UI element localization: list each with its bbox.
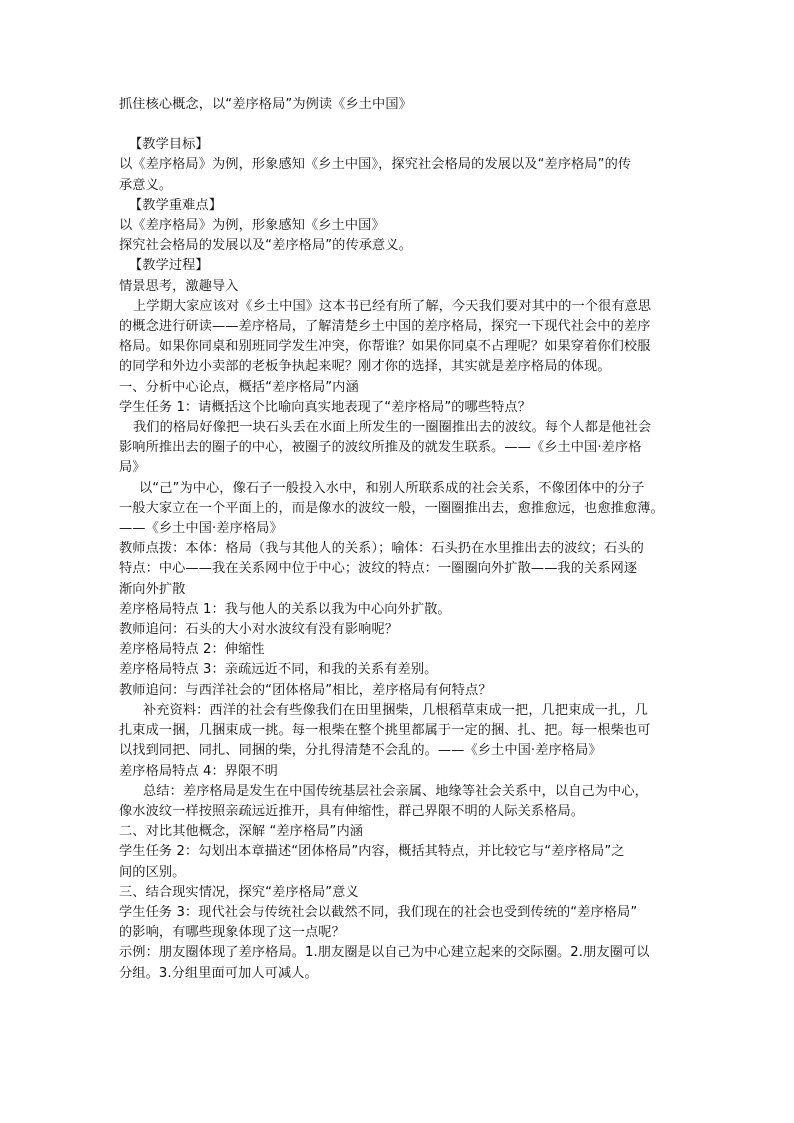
teacher-note: 教师点拨：本体：格局（我与其他人的关系）；喻体：石头扔在水里推出去的波纹；石头的 xyxy=(119,541,644,557)
student-task-1: 学生任务 1：请概括这个比喻向真实地表现了“差序格局”的哪些特点？ xyxy=(119,399,531,415)
teacher-note: 渐向外扩散 xyxy=(119,581,186,597)
text-line: 以《差序格局》为例，形象感知《乡土中国》，探究社会格局的发展以及“差序格局”的传 xyxy=(119,157,632,173)
paragraph-line: 上学期大家应该对《乡土中国》这本书已经有所了解，今天我们要对其中的一个很有意思 xyxy=(133,298,652,314)
teacher-note: 特点：中心——我在关系网中位于中心；波纹的特点：一圈圈向外扩散——我的关系网逐 xyxy=(119,561,638,577)
section-heading-key-points: 【教学重难点】 xyxy=(129,197,223,213)
student-task-3: 学生任务 3：现代社会与传统社会以截然不同，我们现在的社会也受到传统的“差序格局” xyxy=(119,904,638,920)
quote-line: 我们的格局好像把一块石头丢在水面上所发生的一圈圈推出去的波纹。每个人都是他社会 xyxy=(133,420,652,436)
paragraph-line: 格局。如果你同桌和别班同学发生冲突，你帮谁？如果你同桌不占理呢？如果穿着你们校服 xyxy=(119,339,651,355)
section-heading-1: 一、分析中心论点，概括“差序格局”内涵 xyxy=(119,379,359,395)
example-line: 示例：朋友圈体现了差序格局。1.朋友圈是以自己为中心建立起来的交际圈。2.朋友圈可以 xyxy=(119,945,650,961)
student-task-2: 间的区别。 xyxy=(119,864,186,880)
quote-line: 影响所推出去的圈子的中心，被圈子的波纹所推及的就发生联系。——《乡土中国·差序格 xyxy=(119,440,642,456)
text-line: 承意义。 xyxy=(119,177,173,193)
section-heading-3: 三、结合现实情况，探究“差序格局”意义 xyxy=(119,884,359,900)
quote-line: 以“己”为中心，像石子一般投入水中，和别人所联系成的社会关系，不像团体中的分子 xyxy=(139,480,645,496)
document-page xyxy=(119,95,677,984)
quote-line: 局》 xyxy=(119,460,146,476)
supplement-line: 扎束成一捆，几捆束成一挑。每一根柴在整个挑里都属于一定的捆、扎、把。每一根柴也可 xyxy=(119,723,651,739)
section-heading-objectives: 【教学目标】 xyxy=(129,137,209,153)
teacher-question: 教师追问：石头的大小对水波纹有没有影响呢？ xyxy=(119,622,399,638)
teacher-question: 教师追问：与西洋社会的“团体格局”相比，差序格局有何特点？ xyxy=(119,682,492,698)
student-task-2: 学生任务 2：勾划出本章描述“团体格局”内容，概括其特点，并比较它与“差序格局”之 xyxy=(119,844,625,860)
subheading: 情景思考，激趣导入 xyxy=(119,278,239,294)
paragraph-line: 的概念进行研读——差序格局，了解清楚乡土中国的差序格局，探究一下现代社会中的差序 xyxy=(119,319,651,335)
quote-source: ——《乡土中国·差序格局》 xyxy=(119,521,283,537)
feature-line: 差序格局特点 4：界限不明 xyxy=(119,763,278,779)
summary-line: 像水波纹一样按照亲疏远近推开，具有伸缩性，群己界限不明的人际关系格局。 xyxy=(119,803,585,819)
document-title: 抓住核心概念，以“差序格局”为例读《乡土中国》 xyxy=(119,97,412,112)
student-task-3: 的影响，有哪些现象体现了这一点呢？ xyxy=(119,925,345,941)
supplement-line: 补充资料：西洋的社会有些像我们在田里捆柴，几根稻草束成一把，几把束成一扎，几 xyxy=(143,702,648,718)
section-heading-2: 二、对比其他概念，深解 “差序格局”内涵 xyxy=(119,824,364,840)
paragraph-line: 的同学和外边小卖部的老板争执起来呢？刚才你的选择，其实就是差序格局的体现。 xyxy=(119,359,611,375)
example-line: 分组。3.分组里面可加人可减人。 xyxy=(119,965,318,981)
feature-line: 差序格局特点 3：亲疏远近不同，和我的关系有差别。 xyxy=(119,662,438,678)
text-line: 以《差序格局》为例，形象感知《乡土中国》 xyxy=(119,218,385,234)
summary-line: 总结：差序格局是发生在中国传统基层社会亲属、地缘等社会关系中，以自己为中心， xyxy=(143,783,648,799)
text-line: 探究社会格局的发展以及“差序格局”的传承意义。 xyxy=(119,238,412,254)
feature-line: 差序格局特点 1：我与他人的关系以我为中心向外扩散。 xyxy=(119,601,451,617)
quote-line: 一般大家立在一个平面上的，而是像水的波纹一般，一圈圈推出去，愈推愈远，也愈推愈薄。 xyxy=(119,500,664,516)
supplement-line: 以找到同把、同扎、同捆的柴，分扎得清楚不会乱的。——《乡土中国·差序格局》 xyxy=(119,743,602,759)
section-heading-process: 【教学过程】 xyxy=(129,258,209,274)
feature-line: 差序格局特点 2：伸缩性 xyxy=(119,642,265,658)
